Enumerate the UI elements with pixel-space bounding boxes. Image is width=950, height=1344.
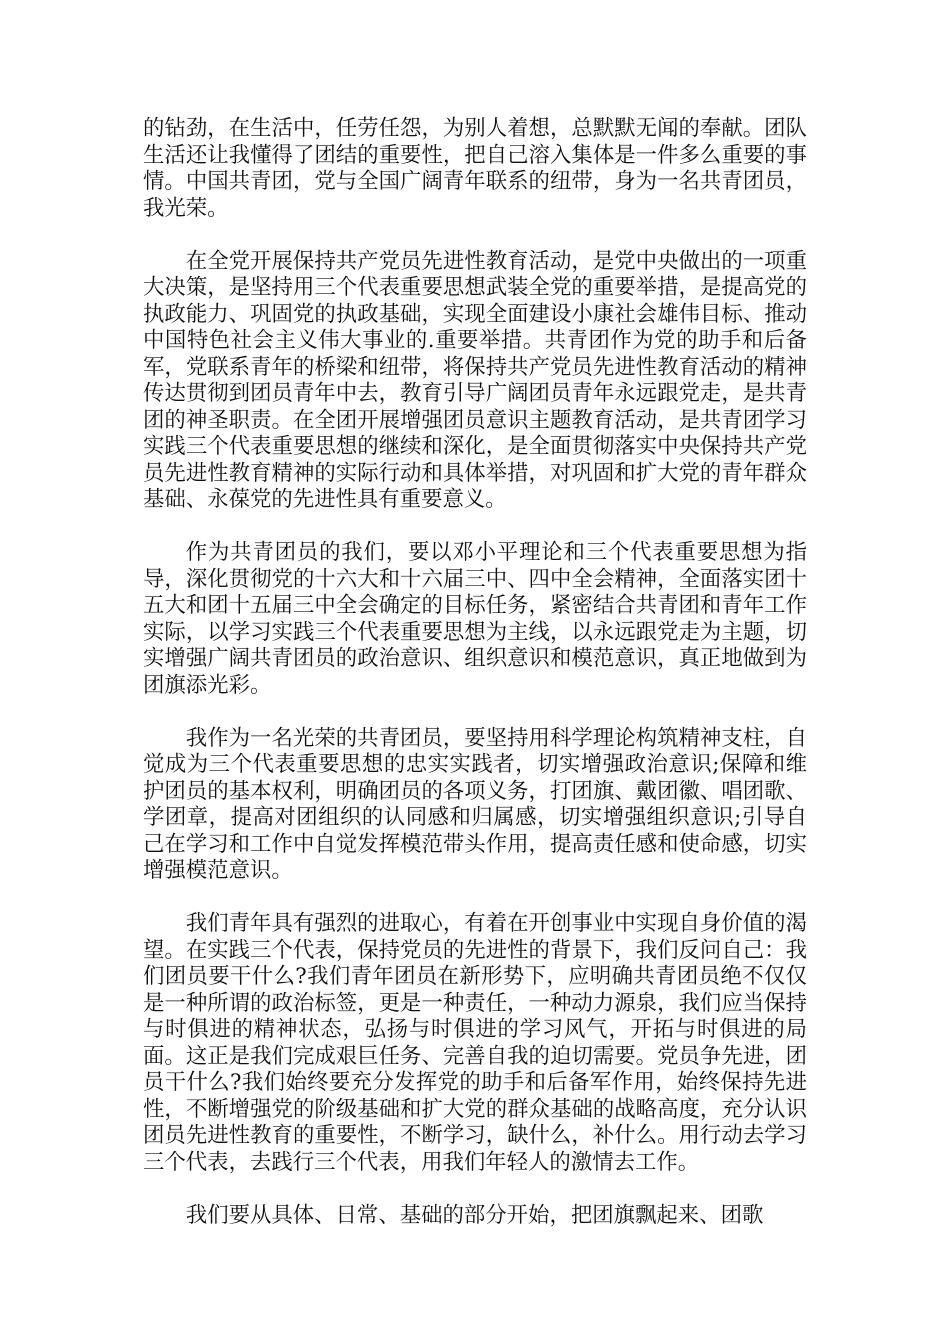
document-body — [143, 116, 807, 1229]
paragraph-6: 我们要从具体、日常、基础的部分开始，把团旗飘起来、团歌 — [185, 1202, 764, 1228]
paragraph-5: 我们青年具有强烈的进取心，有着在开创事业中实现自身价值的渴望。在实践三个代表，保持党员的先进性的背景下，我们反问自己：我们团员要干什么?我们青年团员在新形势下，应明确共青团员绝不仅仅是一种所谓的政治标签，更是一种责任，一种动力源泉，我们应当保持与时俱进的精神状态，弘扬与时俱进的学习风气，开拓与时俱进的局面。这正是我们完成艰巨任务、完善自我的迫切需要。党员争先进，团员干什么?我们始终要充分发挥党的助手和后备军作用，始终保持先进性，不断增强党的阶级基础和扩大党的群众基础的战略高度，充分认识团员先进性教育的重要性，不断学习，缺什么，补什么。用行动去学习三个代表，去践行三个代表，用我们年轻人的激情去工作。 — [143, 911, 807, 1175]
paragraph-1: 的钻劲，在生活中，任劳任怨，为别人着想，总默默无闻的奉献。团队生活还让我懂得了团结的重要性，把自己溶入集体是一件多么重要的事情。中国共青团，党与全国广阔青年联系的纽带，身为一名共青团员，我光荣。 — [143, 116, 807, 221]
paragraph-4: 我作为一名光荣的共青团员，要坚持用科学理论构筑精神支柱，自觉成为三个代表重要思想的忠实实践者，切实增强政治意识;保障和维护团员的基本权利，明确团员的各项义务，打团旗、戴团徽、唱团歌、学团章，提高对团组织的认同感和归属感，切实增强组织意识;引导自己在学习和工作中自觉发挥模范带头作用，提高责任感和使命感，切实增强模范意识。 — [143, 725, 807, 883]
paragraph-3: 作为共青团员的我们，要以邓小平理论和三个代表重要思想为指导，深化贯彻党的十六大和十六届三中、四中全会精神，全面落实团十五大和团十五届三中全会确定的目标任务，紧密结合共青团和青年工作实际，以学习实践三个代表重要思想为主线，以永远跟党走为主题，切实增强广阔共青团员的政治意识、组织意识和模范意识，真正地做到为团旗添光彩。 — [143, 540, 807, 698]
paragraph-2: 在全党开展保持共产党员先进性教育活动，是党中央做出的一项重大决策，是坚持用三个代表重要思想武装全党的重要举措，是提高党的执政能力、巩固党的执政基础，实现全面建设小康社会雄伟目标、推动中国特色社会主义伟大事业的.重要举措。共青团作为党的助手和后备军，党联系青年的桥梁和纽带，将保持共产党员先进性教育活动的精神传达贯彻到团员青年中去，教育引导广阔团员青年永远跟党走，是共青团的神圣职责。在全团开展增强团员意识主题教育活动，是共青团学习实践三个代表重要思想的继续和深化，是全面贯彻落实中央保持共产党员先进性教育精神的实际行动和具体举措，对巩固和扩大党的青年群众基础、永葆党的先进性具有重要意义。 — [143, 248, 807, 512]
